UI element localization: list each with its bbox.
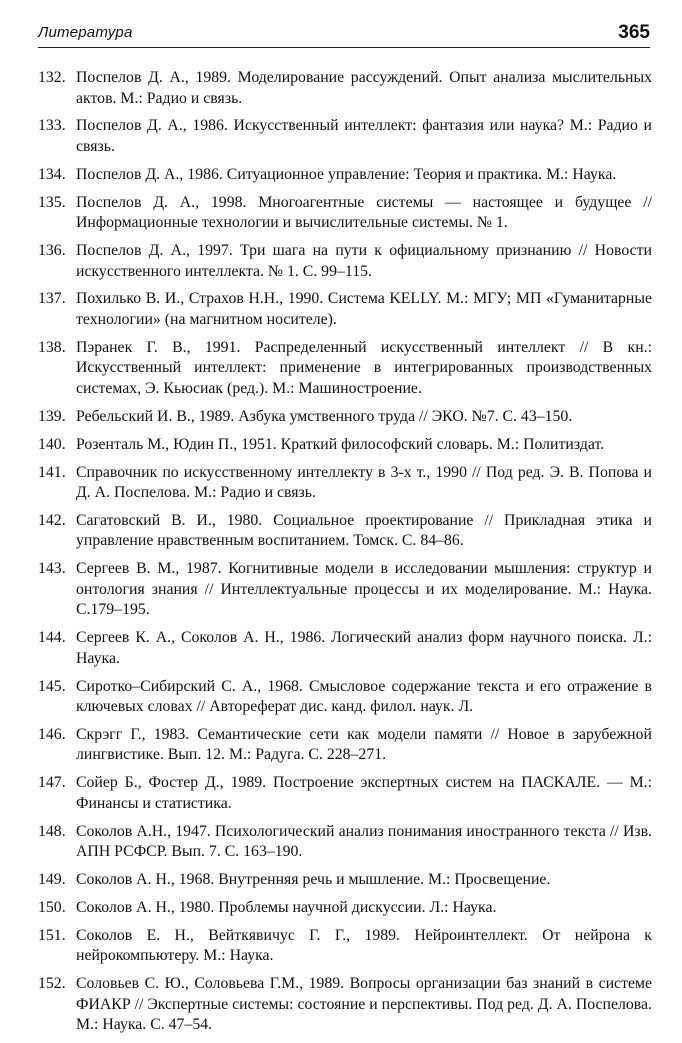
reference-item xyxy=(38,511,652,552)
reference-text: Справочник по искусственному интеллекту в 3-х т., 1990 // Под ред. Э. В. Попова и Д. А. Поспелова. М.: Радио и связь. xyxy=(76,463,652,502)
reference-text: Розенталь М., Юдин П., 1951. Краткий философский словарь. М.: Политиздат. xyxy=(76,435,605,453)
reference-text: Сергеев В. М., 1987. Когнитивные модели в исследовании мышления: структур и онтология знания // Интеллектуальные процессы и их моделирование. М.: Наука. С.179–195. xyxy=(76,560,652,619)
page-number: 365 xyxy=(618,22,650,43)
reference-text: Поспелов Д. А., 1997. Три шага на пути к официальному признанию // Новости искусственного интеллекта. № 1. С. 99–115. xyxy=(76,242,652,280)
reference-text: Поспелов Д. А., 1986. Искусственный интеллект: фантазия или наука? М.: Радио и связь. xyxy=(76,117,652,155)
reference-item xyxy=(38,463,652,504)
reference-text: Поспелов Д. А., 1986. Ситуационное управление: Теория и практика. М.: Наука. xyxy=(76,165,617,183)
reference-number: 144. xyxy=(38,629,66,647)
header-rule xyxy=(38,47,650,48)
reference-number: 134. xyxy=(38,165,66,183)
reference-item xyxy=(38,926,652,967)
reference-item xyxy=(38,116,652,157)
reference-number: 152. xyxy=(38,975,66,993)
reference-item xyxy=(38,773,652,814)
running-head xyxy=(38,22,650,46)
reference-text: Сагатовский В. И., 1980. Социальное проектирование // Прикладная этика и управление нравственным воспитанием. Томск. С. 84–86. xyxy=(76,511,652,550)
reference-text: Скрэгг Г., 1983. Семантические сети как модели памяти // Новое в зарубежной лингвистике. Вып. 12. М.: Радуга. С. 228–271. xyxy=(76,725,652,764)
reference-item xyxy=(38,407,652,428)
reference-text: Сиротко–Сибирский С. А., 1968. Смысловое содержание текста и его отражение в ключевых словах // Автореферат дис. канд. филол. наук. Л. xyxy=(76,677,652,716)
reference-number: 145. xyxy=(38,677,66,695)
reference-item xyxy=(38,193,652,234)
reference-number: 140. xyxy=(38,435,66,453)
reference-number: 132. xyxy=(38,69,66,86)
reference-number: 139. xyxy=(38,407,66,425)
section-title: Литература xyxy=(38,24,133,41)
reference-text: Поспелов Д. А., 1989. Моделирование рассуждений. Опыт анализа мыслительных актов. М.: Радио и связь. xyxy=(76,69,652,107)
reference-list xyxy=(38,68,652,1043)
reference-item xyxy=(38,68,652,109)
reference-text: Соколов Е. Н., Вейткявичус Г. Г., 1989. Нейроинтеллект. От нейрона к нейрокомпьютеру. М.: Наука. xyxy=(76,926,652,965)
reference-item xyxy=(38,677,652,718)
reference-number: 141. xyxy=(38,463,66,481)
reference-item xyxy=(38,628,652,669)
reference-item xyxy=(38,435,652,456)
reference-item xyxy=(38,725,652,766)
reference-text: Сергеев К. А., Соколов А. Н., 1986. Логический анализ форм научного поиска. Л.: Наука. xyxy=(76,629,652,667)
reference-text: Соловьев С. Ю., Соловьева Г.М., 1989. Вопросы организации баз знаний в системе ФИАКР // Экспертные системы: состояние и перспективы. Под ред. Д. А. Поспелова. М.: Наука. С. 47–54. xyxy=(76,975,652,1034)
reference-item xyxy=(38,870,652,891)
reference-item xyxy=(38,898,652,919)
reference-number: 146. xyxy=(38,725,66,743)
reference-item xyxy=(38,559,652,621)
reference-number: 133. xyxy=(38,117,66,135)
reference-number: 137. xyxy=(38,290,66,308)
reference-text: Похилько В. И., Страхов Н.Н., 1990. Система KELLY. М.: МГУ; МП «Гуманитарные технологии» (на магнитном носителе). xyxy=(76,290,652,328)
reference-item xyxy=(38,289,652,330)
reference-number: 150. xyxy=(38,899,66,917)
reference-text: Ребельский И. В., 1989. Азбука умственного труда // ЭКО. №7. С. 43–150. xyxy=(76,407,573,425)
reference-text: Соколов А. Н., 1980. Проблемы научной дискуссии. Л.: Наука. xyxy=(76,899,497,917)
reference-item xyxy=(38,822,652,863)
reference-number: 142. xyxy=(38,511,66,529)
reference-text: Пэранек Г. В., 1991. Распределенный искусственный интеллект // В кн.: Искусственный интеллект: применение в интегрированных производственных системах, Э. Кьюсиак (ред.). М.: Машиностроение. xyxy=(76,338,652,397)
reference-number: 149. xyxy=(38,871,66,889)
reference-number: 136. xyxy=(38,242,66,260)
reference-text: Сойер Б., Фостер Д., 1989. Построение экспертных систем на ПАСКАЛЕ. — М.: Финансы и статистика. xyxy=(76,774,652,812)
reference-number: 148. xyxy=(38,822,66,840)
reference-text: Соколов А. Н., 1968. Внутренняя речь и мышление. М.: Просвещение. xyxy=(76,871,551,889)
reference-number: 147. xyxy=(38,774,66,792)
reference-number: 135. xyxy=(38,193,66,211)
reference-text: Поспелов Д. А., 1998. Многоагентные системы — настоящее и будущее // Информационные технологии и вычислительные системы. № 1. xyxy=(76,193,652,232)
reference-text: Соколов А.Н., 1947. Психологический анализ понимания иностранного текста // Изв. АПН РСФСР. Вып. 7. С. 163–190. xyxy=(76,822,652,861)
reference-number: 138. xyxy=(38,338,66,356)
reference-item xyxy=(38,338,652,400)
reference-item xyxy=(38,974,652,1036)
reference-item xyxy=(38,241,652,282)
reference-number: 151. xyxy=(38,926,66,944)
reference-item xyxy=(38,165,652,186)
reference-number: 143. xyxy=(38,560,66,578)
